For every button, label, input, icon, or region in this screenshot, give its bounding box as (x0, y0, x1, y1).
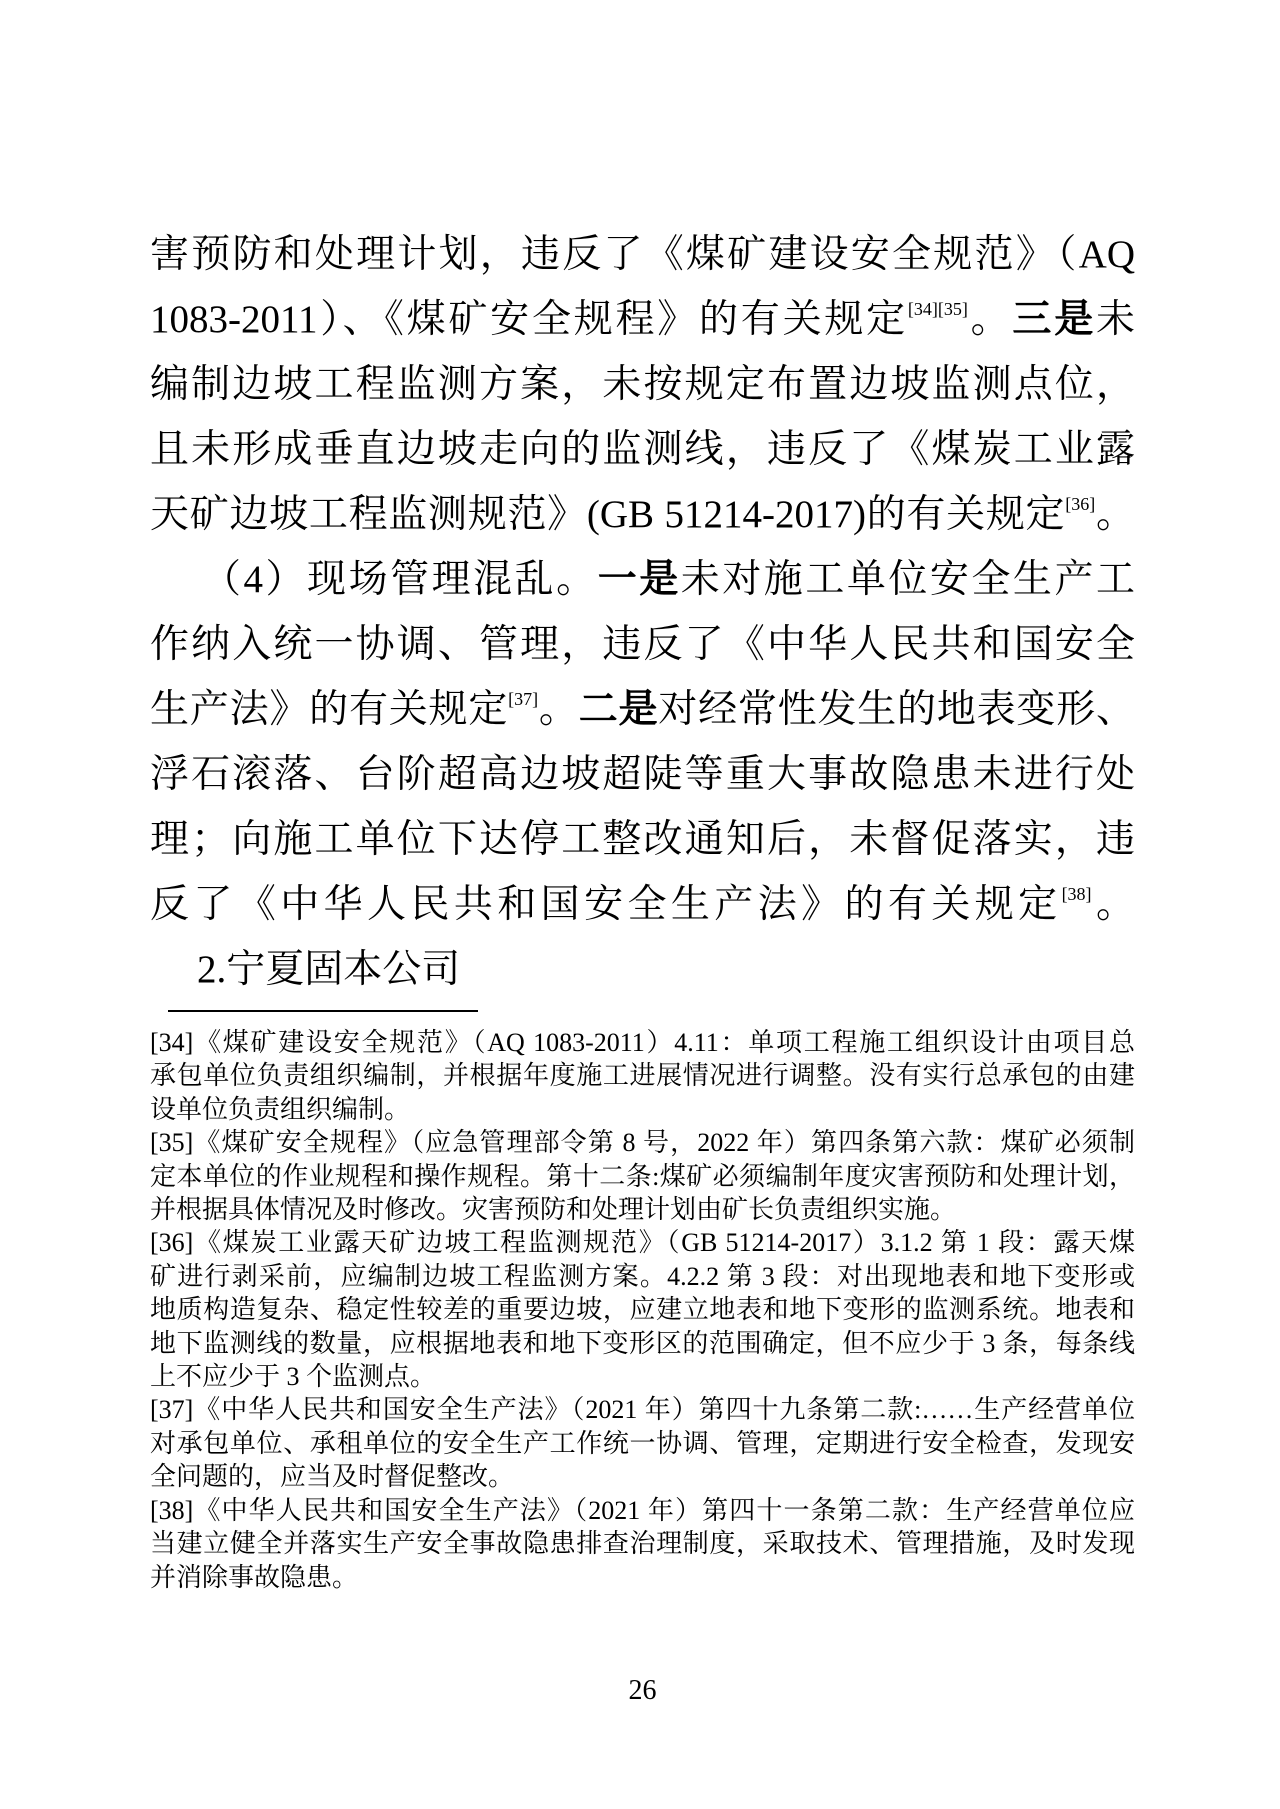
body-text-segment: （4）现场管理混乱。 (202, 558, 598, 601)
body-text-segment: 作纳入统一协调、管理，违反了《中华人民共和国安全 (150, 623, 1135, 666)
page-number: 26 (628, 1674, 657, 1706)
body-line (150, 677, 1135, 742)
section-heading-text: 2.宁夏固本公司 (197, 948, 461, 991)
body-text-segment: 。 (1091, 883, 1135, 926)
bold-marker: 三是 (1012, 298, 1096, 341)
footnote-line: 对承包单位、承租单位的安全生产工作统一协调、管理，定期进行安全检查，发现安 (150, 1428, 1135, 1458)
body-line (150, 872, 1135, 937)
footnote-line: 全问题的，应当及时督促整改。 (150, 1462, 515, 1492)
body-text-segment: 浮石滚落、台阶超高边坡超陡等重大事故隐患未进行处 (150, 753, 1135, 796)
body-line (150, 352, 1135, 417)
bold-marker: 二是 (578, 688, 659, 731)
body-text (150, 222, 1135, 1002)
footnotes (150, 1026, 1135, 1594)
body-text-segment: 1083-2011）、《煤矿安全规程》的有关规定 (150, 298, 908, 341)
footnote-reference: [37] (508, 689, 539, 709)
body-text-segment: 未对施工单位安全生产工 (680, 558, 1135, 601)
body-line (150, 612, 1135, 677)
footnote-line: [37]《中华人民共和国安全生产法》（2021 年）第四十九条第二款:……生产经营单位 (150, 1395, 1135, 1425)
footnote-line: [36]《煤炭工业露天矿边坡工程监测规范》（GB 51214-2017）3.1.2 第 1 段：露天煤 (150, 1228, 1135, 1258)
body-text-segment: 生产法》的有关规定 (150, 688, 509, 731)
body-text-segment: 且未形成垂直边坡走向的监测线，违反了《煤炭工业露 (150, 428, 1135, 471)
body-line (150, 417, 1135, 482)
footnote-separator (168, 1010, 478, 1012)
footnote-line: 地下监测线的数量，应根据地表和地下变形区的范围确定，但不应少于 3 条，每条线 (150, 1328, 1135, 1358)
body-text-segment: 对经常性发生的地表变形、 (658, 688, 1135, 731)
body-line (150, 287, 1135, 352)
body-text-segment: 。 (1095, 493, 1135, 536)
footnote-line: 当建立健全并落实生产安全事故隐患排查治理制度，采取技术、管理措施，及时发现 (150, 1529, 1135, 1559)
body-line (150, 547, 1135, 612)
footnote-reference: [38] (1061, 884, 1092, 904)
body-text-segment: 反了《中华人民共和国安全生产法》的有关规定 (150, 883, 1062, 926)
body-text-segment: 。 (967, 298, 1013, 341)
footnote-line: [38]《中华人民共和国安全生产法》（2021 年）第四十一条第二款：生产经营单位应 (150, 1495, 1135, 1525)
footnote-line: 上不应少于 3 个监测点。 (150, 1362, 437, 1392)
body-text-segment: 。 (538, 688, 579, 731)
footnote-line: 并消除事故隐患。 (150, 1562, 359, 1592)
body-line (150, 807, 1135, 872)
footnote-line: 定本单位的作业规程和操作规程。第十二条:煤矿必须编制年度灾害预防和处理计划， (150, 1161, 1135, 1191)
body-text-segment: 未 (1095, 298, 1135, 341)
section-heading (150, 937, 1135, 1002)
footnote-line: [35]《煤矿安全规程》（应急管理部令第 8 号，2022 年）第四条第六款：煤矿必须制 (150, 1128, 1135, 1158)
footnote-line: 承包单位负责组织编制，并根据年度施工进展情况进行调整。没有实行总承包的由建 (150, 1061, 1135, 1091)
footnote-line: 设单位负责组织编制。 (150, 1094, 411, 1124)
footnote-reference: [34][35] (907, 299, 968, 319)
bold-marker: 一是 (597, 558, 681, 601)
body-text-segment: 天矿边坡工程监测规范》(GB 51214-2017)的有关规定 (150, 493, 1066, 536)
footnote-line: [34]《煤矿建设安全规范》（AQ 1083-2011）4.11：单项工程施工组织设计由项目总 (150, 1028, 1135, 1057)
body-text-segment: 编制边坡工程监测方案，未按规定布置边坡监测点位， (150, 363, 1135, 406)
body-text-segment: 理；向施工单位下达停工整改通知后，未督促落实，违 (150, 818, 1135, 861)
body-text-segment: 害预防和处理计划，违反了《煤矿建设安全规范》（AQ (150, 233, 1135, 276)
body-line (150, 222, 1135, 287)
footnote-line: 并根据具体情况及时修改。灾害预防和处理计划由矿长负责组织实施。 (150, 1195, 957, 1225)
body-line (150, 482, 1135, 547)
body-line (150, 742, 1135, 807)
footnote-line: 矿进行剥采前，应编制边坡工程监测方案。4.2.2 第 3 段：对出现地表和地下变形或 (150, 1261, 1135, 1291)
footnote-line: 地质构造复杂、稳定性较差的重要边坡，应建立地表和地下变形的监测系统。地表和 (150, 1295, 1135, 1325)
footnote-reference: [36] (1065, 494, 1096, 514)
